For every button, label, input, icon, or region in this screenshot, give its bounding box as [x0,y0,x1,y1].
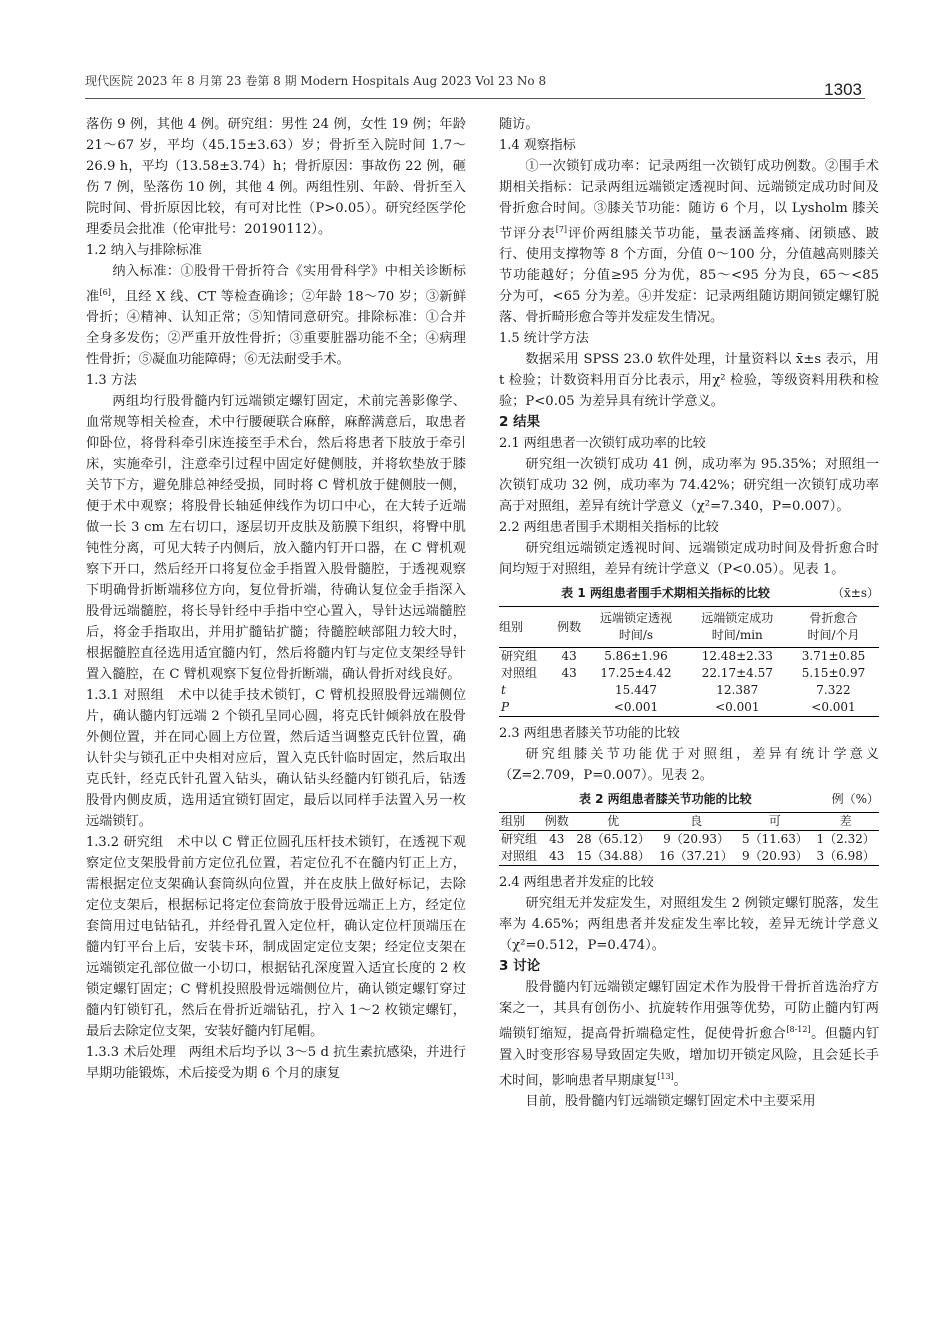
section-heading: 2.2 两组患者围手术期相关指标的比较 [499,520,719,536]
table-caption: 表 2 两组患者膝关节功能的比较 例（%） [578,792,879,807]
table-cell: <0.001 [811,700,856,715]
table-cell [553,682,585,699]
page-number: 1303 [824,80,862,99]
right-column [499,114,879,1112]
running-header: 现代医院 2023 年 8 月第 23 卷第 8 期 Modern Hospitals Aug 2023 Vol 23 No 8 [85,74,547,88]
table-header-cell: 例数 [544,814,569,829]
section-heading: 2.1 两组患者一次锁钉成功率的比较 [499,436,706,452]
table-cell: t [501,683,506,698]
paragraph: 1.3.3 术后处理 两组术后均予以 3～5 d 抗生素抗感染，并进行早期功能锻炼，术后接受为期 6 个月的康复 [86,1045,466,1082]
table-cell: 28（65.12） [576,832,650,847]
table-header-cell: 优 [607,814,620,829]
table-header-cell: 差 [839,814,852,829]
table-row [499,648,879,666]
table-cell: 5.15±0.97 [801,666,866,681]
subsection-heading: 1.3.2 研究组 [86,835,164,851]
table-header-cell: 远端锁定成功 时间/min [701,611,774,643]
table-header-cell: 远端锁定透视 时间/s [599,611,672,643]
table-cell: 3（6.98） [816,849,875,864]
section-heading: 2 结果 [499,414,541,431]
table-cell: 研究组 [501,832,538,847]
table-cell: 15.447 [614,683,657,698]
citation: [7] [555,225,568,234]
table-cell: <0.001 [613,700,659,715]
table-cell: 对照组 [501,849,538,864]
table-cell: 5.86±1.96 [604,649,668,664]
table-1 [499,606,879,717]
table-cell: 22.17±4.57 [701,666,773,681]
table-cell: 16（37.21） [659,849,733,864]
table-cell: 对照组 [501,666,538,681]
section-heading: 1.2 纳入与排除标准 [86,243,202,258]
table-cell: 43 [549,832,565,847]
table-2 [499,812,879,866]
table-row [499,699,879,717]
table-cell [553,699,585,717]
table-header-cell: 可 [768,814,781,829]
paragraph: 研究组一次锁钉成功 41 例，成功率为 95.35%；对照组一次锁钉成功 32 例，成功率为 74.42%；研究组一次锁钉成功率高于对照组，差异有统计学意义（χ²=7.340，P=0.007）。 [499,457,879,515]
table-cell: 12.48±2.33 [701,649,773,664]
paragraph: 纳入标准：①股骨干骨折符合《实用骨科学》中相关诊断标准[6]，且经 X 线、CT 等检查确诊；②年龄 18～70 岁；③新鲜骨折；④精神、认知正常；⑤知情同意研究。排除标准：①合并全身多发伤；②严重开放性骨折；③重要脏器功能不全；④病理性骨折；⑤凝血功能障碍；⑥无法耐受手术。 [86,264,467,368]
table-cell: 17.25±4.42 [600,666,672,681]
table-header-cell: 例数 [557,619,582,634]
table-cell: <0.001 [715,700,760,715]
paragraph: 1.3.2 研究组 术中以 C 臂正位圆孔压杆技术锁钉，在透视下观察定位支架股骨前方定位孔位置，若定位孔不在髓内钉正上方，需根据定位支架确认套筒纵向位置，并在皮肤上做好标记，去除定位支架后，根据标记将定位套筒放于股骨远端正上方，经定位套筒用过电钻钻孔，并经骨孔置入定位杆，确认定位杆顶端压在髓内钉平台上后，安装卡环，制成固定定位支架；经定位支架在远端锁定孔部位做一小切口，根据钻孔深度置入适宜长度的 2 枚锁定螺钉固定；C 臂机投照股骨远端侧位片，确认锁定螺钉穿过髓内钉锁钉孔，然后在骨折近端钻孔，拧入 1～2 枚锁定螺钉，最后去除定位支架，安装好髓内钉尾帽。 [86,835,466,1040]
table-cell: 43 [561,649,577,664]
table-row [499,831,879,849]
subsection-heading: 1.3.3 术后处理 [86,1045,176,1061]
table-row [499,682,879,699]
paragraph: 目前，股骨髓内钉远端锁定螺钉固定术中主要采用 [525,1094,816,1110]
table-cell: 3.71±0.85 [801,649,866,664]
table-cell: 9（20.93） [663,832,730,847]
table-cell: 12.387 [716,683,759,698]
table-cell: 43 [549,849,565,864]
paragraph: 研究组无并发症发生，对照组发生 2 例锁定螺钉脱落，发生率为 4.65%；两组患者并发症发生率比较，差异无统计学意义（χ²=0.512，P=0.474）。 [499,896,879,954]
paragraph: 落伤 9 例，其他 4 例。研究组：男性 24 例，女性 19 例；年龄 21～67 岁，平均（45.15±3.63）岁；骨折至入院时间 1.7～26.9 h，平均（13.58±3.74）h；骨折原因：事故伤 22 例，砸伤 7 例，坠落伤 10 例，其他 4 例。两组性别、年龄、骨折至入院时间、骨折原因比较，有可对比性（P>0.05）。研究经医学伦理委员会批准（伦审批号：20190112）。 [86,117,466,237]
table-header-cell: 良 [690,814,703,829]
table-cell: 15（34.88） [576,849,650,864]
section-heading: 2.4 两组患者并发症的比较 [499,875,654,891]
table-cell: 5（11.63） [741,832,808,847]
left-column [86,114,466,1084]
paragraph: ①一次锁钉成功率：记录两组一次锁钉成功例数。②围手术期相关指标：记录两组远端锁定透视时间、远端锁定成功时间及骨折愈合时间。③膝关节功能：随访 6 个月，以 Lysholm 膝关节评分表[7]评价两组膝关节功能，量表涵盖疼痛、闭锁感、跛行、使用支撑物等 8 个方面，分值 0～100 分，分值越高则膝关节功能越好；分值≥95 分为优，85～<95 分为良，65～<85 分为可，<65 分为差。④并发症：记录两组随访期间锁定螺钉脱落、骨折畸形愈合等并发症发生情况。 [499,159,880,326]
citation: [8-12] [786,1025,811,1035]
table-header-cell: 骨折愈合 时间/个月 [807,611,860,643]
table-row [499,665,879,682]
table-cell: 7.322 [816,683,851,698]
table-cell: 43 [561,666,577,681]
table-row [499,848,879,866]
citation: [13] [657,1071,674,1081]
header-rule [85,98,865,99]
paragraph: 数据采用 SPSS 23.0 软件处理，计量资料以 x̄±s 表示，用 t 检验；计数资料用百分比表示，用χ² 检验，等级资料用秩和检验；P<0.05 为差异具有统计学意义。 [499,352,879,410]
section-heading: 2.3 两组患者膝关节功能的比较 [499,726,680,742]
table-cell: 9（20.93） [741,849,808,864]
section-heading: 3 讨论 [499,958,541,975]
table-cell: 研究组 [501,649,538,664]
paragraph: 研究组膝关节功能优于对照组，差异有统计学意义（Z=2.709，P=0.007）。见表 2。 [499,747,879,784]
paragraph: 两组均行股骨髓内钉远端锁定螺钉固定，术前完善影像学、血常规等相关检查，术中行腰硬联合麻醉，麻醉满意后，取患者仰卧位，将骨科牵引床连接至手术台，然后将患者下肢放于牵引床，实施牵引，注意牵引过程中固定好健侧肢，并将软垫放于膝关节下方，避免腓总神经受损，同时将 C 臂机放于健侧肢一侧，便于术中观察；将股骨长轴延伸线作为切口中心，在大转子近端做一长 3 cm 左右切口，逐层切开皮肤及筋膜下组织，将臀中肌钝性分离，可见大转子内侧后，放入髓内钉开口器，在 C 臂机观察下开口，然后经开口将复位金手指置入股骨髓腔，于透视观察下明确骨折断端移位方向，复位骨折端，待确认复位金手指深入股骨远端髓腔，将长导针经中手指中空心置入，导针达远端髓腔后，将金手指取出，并用扩髓钻扩髓；待髓腔峡部阻力较大时，根据髓腔直径选用适宜髓内钉，然后将髓内钉与定位支架经导针置入髓腔，在 C 臂机观察下复位骨折断端，确认骨折对线良好。 [86,394,466,683]
section-heading: 1.4 观察指标 [499,138,576,153]
subsection-heading: 1.3.1 对照组 [86,688,165,704]
table-cell: P [501,700,510,715]
citation: [6] [99,288,111,297]
paragraph: 随访。 [499,117,539,132]
table-caption: 表 1 两组患者围手术期相关指标的比较 （x̄±s） [561,586,879,601]
paragraph: 1.3.1 对照组 术中以徒手技术锁钉，C 臂机投照股骨远端侧位片，确认髓内钉远端 2 个锁孔呈同心圆，将克氏针倾斜放在股骨外侧位置，并在同心圆上方位置，然后适当调整克氏针位置，确认针尖与锁孔正中央相对应后，置入克氏针临时固定，然后取出克氏针，经克氏针孔置入钻头，确认钻头经髓内钉锁孔后，钻透股骨内侧皮质，选用适宜锁钉固定，最后以同样手法置入另一枚远端锁钉。 [86,688,467,830]
paragraph: 股骨髓内钉远端锁定螺钉固定术作为股骨干骨折首选治疗方案之一，其具有创伤小、抗旋转作用强等优势，可防止髓内钉两端锁钉缩短，提高骨折端稳定性，促使骨折愈合[8-12]。但髓内钉置入时变形容易导致固定失败，增加切开锁定风险，且会延长手术时间，影响患者早期康复[13]。 [499,980,880,1089]
section-heading: 1.3 方法 [86,373,137,389]
table-cell: 1（2.32） [816,832,875,847]
table-header-cell: 组别 [501,814,526,829]
table-header-cell: 组别 [499,619,524,634]
section-heading: 1.5 统计学方法 [499,331,589,347]
paragraph: 研究组远端锁定透视时间、远端锁定成功时间及骨折愈合时间均短于对照组，差异有统计学意义（P<0.05）。见表 1。 [499,541,879,578]
